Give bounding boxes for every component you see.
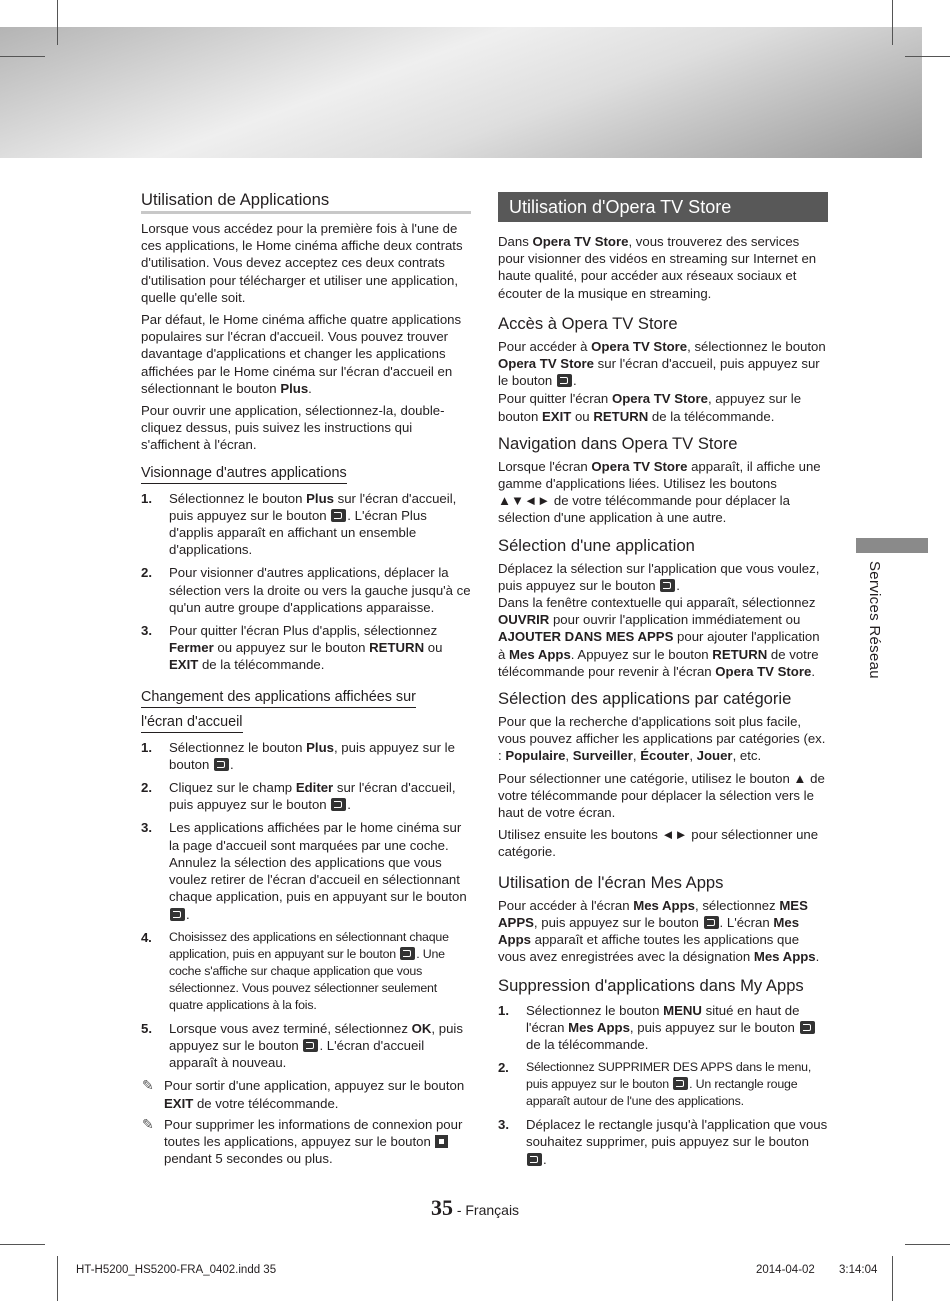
heading-category: Sélection des applications par catégorie [498,689,792,709]
arrow-keys-icon: ▲▼◄► [498,493,551,509]
pencil-note-icon: ✎ [142,1077,154,1094]
enter-button-icon [331,509,346,522]
enter-button-icon [303,1039,318,1052]
paragraph: Dans la fenêtre contextuelle qui apparaît, sélectionnez OUVRIR pour ouvrir l'application immédiatement ou AJOUTER DANS MES APPS pour ajouter l'application à Mes Apps. Appuyez sur le bouton RETURN de votre télécommande pour revenir à l'écran Opera TV Store. [498,595,820,679]
list-item: 1. Sélectionnez le bouton MENU situé en haut de l'écran Mes Apps, puis appuyez sur le bouton de la télécommande. [498,1002,828,1054]
enter-button-icon [400,947,415,960]
delete-apps-steps [498,1002,828,1168]
paragraph: Pour quitter l'écran Opera TV Store, appuyez sur le bouton EXIT ou RETURN de la télécommande. [498,391,802,424]
crop-mark [57,1256,58,1301]
list-item: 5. Lorsque vous avez terminé, sélectionnez OK, puis appuyez sur le bouton . L'écran d'accueil apparaît à nouveau. [141,1020,463,1071]
list-item: 4. Choisissez des applications en sélectionnant chaque application, puis en appuyant sur le bouton . Une coche s'affiche sur chaque application que vous sélectionnez. Vous pouvez sélectionner seulement quatre applications à la fois. [141,929,449,1012]
subheading-change-apps-line2: l'écran d'accueil [141,713,243,733]
crop-mark [57,0,58,45]
enter-button-icon [704,916,719,929]
notes [141,1077,471,1167]
list-item: 3. Déplacez le rectangle jusqu'à l'application que vous souhaitez supprimer, puis appuyez sur le bouton . [498,1117,828,1167]
paragraph: Lorsque l'écran Opera TV Store apparaît, il affiche une gamme d'applications liées. Utilisez les boutons ▲▼◄► de votre télécommande pour déplacer la sélection d'une application à une autre. [498,458,821,526]
enter-button-icon [214,758,229,771]
heading-select-app: Sélection d'une application [498,535,695,555]
paragraph: Pour que la recherche d'applications soit plus facile, vous pouvez afficher les applications par catégories (ex. : Populaire, Surveiller, Écouter, Jouer, etc. [498,714,826,764]
crop-mark [0,56,45,57]
list-item: 1. Sélectionnez le bouton Plus, puis appuyez sur le bouton . [141,739,455,772]
crop-mark [892,0,893,45]
paragraph: Lorsque vous accédez pour la première fois à l'une de ces applications, le Home cinéma affiche deux contrats d'utilisation. Vous devez acceptez ces deux contrats d'utilisation pour télécharger et utiliser une application, quelle qu'elle soit. [141,221,463,305]
heading-my-apps: Utilisation de l'écran Mes Apps [498,872,724,892]
side-tab-label: Services Réseau [866,561,883,679]
pencil-note-icon: ✎ [142,1115,154,1132]
crop-mark [892,1256,893,1301]
footer-date: 2014-04-02 [756,1264,815,1276]
view-apps-steps [141,490,471,674]
enter-button-icon [557,374,572,387]
header-banner [0,27,922,158]
note: ✎ Pour sortir d'une application, appuyez sur le bouton EXIT de votre télécommande. [142,1077,465,1111]
footer-time: 3:14:04 [839,1264,878,1276]
heading-access: Accès à Opera TV Store [498,313,678,333]
list-item: 2. Cliquez sur le champ Editer sur l'écran d'accueil, puis appuyez sur le bouton . [141,780,456,813]
crop-mark [905,56,950,57]
enter-button-icon [170,908,185,921]
paragraph: Pour accéder à Opera TV Store, sélectionnez le bouton Opera TV Store sur l'écran d'accueil, puis appuyez sur le bouton . [498,338,826,389]
paragraph: Pour sélectionner une catégorie, utilisez le bouton ▲ de votre télécommande pour déplacer la sélection vers le haut de votre écran. [498,770,825,821]
paragraph: Pour ouvrir une application, sélectionnez-la, double-cliquez dessus, puis suivez les instructions qui s'affichent à l'écran. [141,403,445,453]
subheading-change-apps: Changement des applications affichées sur [141,688,416,708]
heading-navigation: Navigation dans Opera TV Store [498,433,738,453]
list-item: 2. Pour visionner d'autres applications, déplacer la sélection vers la droite ou vers la gauche jusqu'à ce qu'un autre groupe d'applications apparaisse. [141,565,471,615]
paragraph: Par défaut, le Home cinéma affiche quatre applications populaires sur l'écran d'accueil. Vous pouvez trouver davantage d'applications et changer les applications affichées par le Home cinéma sur l'écran d'accueil en sélectionnant le bouton Plus. [141,312,462,396]
page-number: 35 - Français [430,1195,520,1220]
enter-button-icon [800,1021,815,1034]
heading-delete-apps: Suppression d'applications dans My Apps [498,975,804,995]
section-title-opera: Utilisation d'Opera TV Store [498,192,828,222]
paragraph: Utilisez ensuite les boutons ◄► pour sélectionner une catégorie. [498,827,819,860]
stop-button-icon [435,1135,448,1148]
left-column [141,190,471,1171]
subheading-view-apps: Visionnage d'autres applications [141,464,347,484]
crop-mark [0,1244,45,1245]
heading-applications: Utilisation de Applications [141,190,471,214]
list-item: 3. Les applications affichées par le home cinéma sur la page d'accueil sont marquées par une coche. Annulez la sélection des applications que vous voulez retirer de l'écran d'accueil en sélectionnant chaque application, puis en appuyant sur le bouton . [141,820,467,922]
enter-button-icon [673,1077,688,1090]
paragraph: Dans Opera TV Store, vous trouverez des services pour visionner des vidéos en streaming sur Internet en haute qualité, pour accéder aux réseaux sociaux et écouter de la musique en streaming. [498,234,817,301]
enter-button-icon [527,1153,542,1166]
enter-button-icon [660,579,675,592]
crop-mark [905,1244,950,1245]
list-item: 3. Pour quitter l'écran Plus d'applis, sélectionnez Fermer ou appuyez sur le bouton RETURN ou EXIT de la télécommande. [141,623,443,673]
paragraph: Déplacez la sélection sur l'application que vous voulez, puis appuyez sur le bouton . [498,560,820,593]
note: ✎ Pour supprimer les informations de connexion pour toutes les applications, appuyez sur le bouton pendant 5 secondes ou plus. [142,1115,463,1167]
footer-file: HT-H5200_HS5200-FRA_0402.indd 35 [76,1264,277,1276]
list-item: 2. Sélectionnez SUPPRIMER DES APPS dans le menu, puis appuyez sur le bouton . Un rectangle rouge apparaît autour de l'une des applications. [498,1060,812,1109]
paragraph: Pour accéder à l'écran Mes Apps, sélectionnez MES APPS, puis appuyez sur le bouton . L'écran Mes Apps apparaît et affiche toutes les applications que vous avez enregistrées avec la désignation Mes Apps. [498,897,820,965]
side-tab-marker [856,538,928,553]
list-item: 1. Sélectionnez le bouton Plus sur l'écran d'accueil, puis appuyez sur le bouton . L'écran Plus d'applis apparaît en affichant un ensemble d'applications. [141,490,457,558]
enter-button-icon [331,798,346,811]
change-apps-steps [141,739,471,1072]
right-column [498,190,828,1174]
